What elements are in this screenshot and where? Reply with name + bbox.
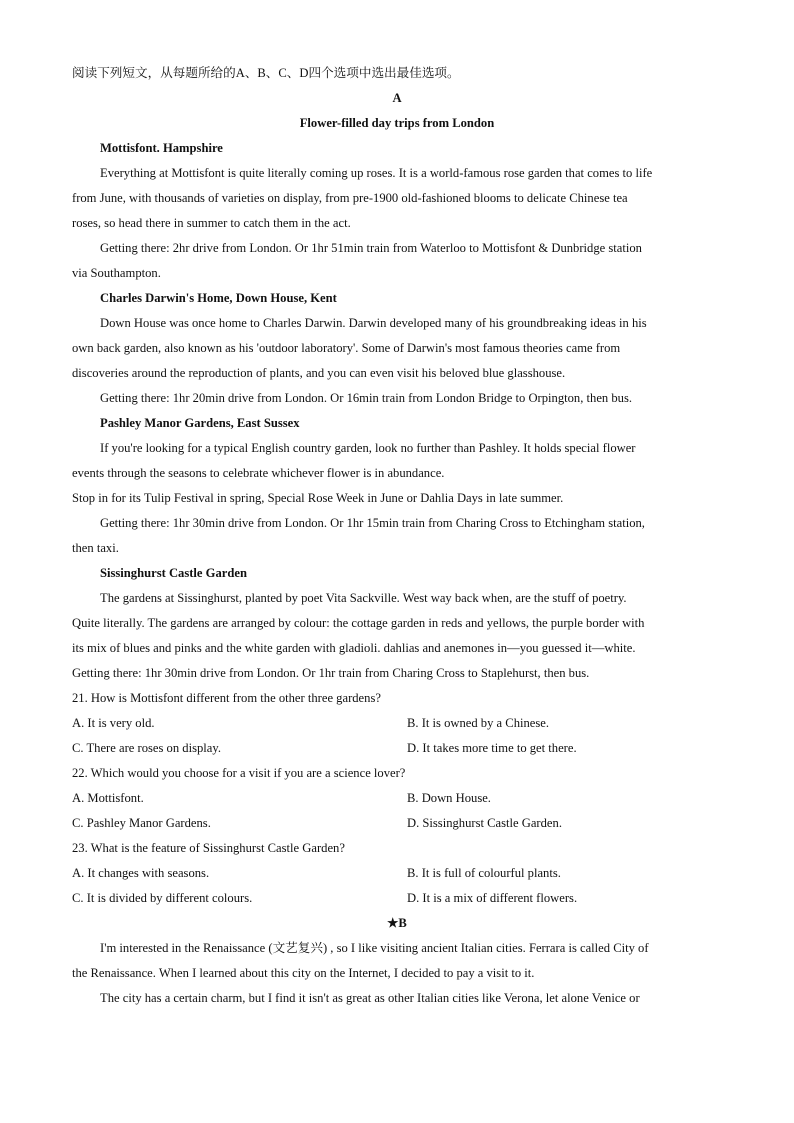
text-line: roses, so head there in summer to catch them in the act. bbox=[72, 216, 351, 230]
option-23-b[interactable]: B. It is full of colourful plants. bbox=[407, 866, 561, 880]
option-21-c[interactable]: C. There are roses on display. bbox=[72, 741, 221, 755]
text-line: Everything at Mottisfont is quite literally coming up roses. It is a world-famous rose garden that comes to life bbox=[100, 166, 653, 180]
heading-pashley: Pashley Manor Gardens, East Sussex bbox=[100, 416, 300, 430]
text-line: the Renaissance. When I learned about this city on the Internet, I decided to pay a visit to it. bbox=[72, 966, 535, 980]
question-21: 21. How is Mottisfont different from the other three gardens? bbox=[72, 691, 381, 705]
question-23: 23. What is the feature of Sissinghurst Castle Garden? bbox=[72, 841, 345, 855]
text-line: its mix of blues and pinks and the white garden with gladioli. dahlias and anemones in—you guessed it—white. bbox=[72, 641, 636, 655]
text-line: If you're looking for a typical English country garden, look no further than Pashley. It holds special flower bbox=[100, 441, 636, 455]
heading-sissinghurst: Sissinghurst Castle Garden bbox=[100, 566, 247, 580]
option-22-b[interactable]: B. Down House. bbox=[407, 791, 491, 805]
text-line: discoveries around the reproduction of plants, and you can even visit his beloved blue glasshouse. bbox=[72, 366, 566, 380]
option-23-d[interactable]: D. It is a mix of different flowers. bbox=[407, 891, 578, 905]
option-21-b[interactable]: B. It is owned by a Chinese. bbox=[407, 716, 550, 730]
text-line: Quite literally. The gardens are arranged by colour: the cottage garden in reds and yellows, the purple border with bbox=[72, 616, 645, 630]
getting-there-line: Getting there: 1hr 20min drive from London. Or 16min train from London Bridge to Orpington, then bus. bbox=[100, 391, 632, 405]
passage-label-b: ★B bbox=[387, 916, 407, 930]
getting-there-line: via Southampton. bbox=[72, 266, 161, 280]
option-23-a[interactable]: A. It changes with seasons. bbox=[72, 866, 210, 880]
text-line: The gardens at Sissinghurst, planted by poet Vita Sackville. West way back when, are the stuff of poetry. bbox=[100, 591, 627, 605]
option-21-a[interactable]: A. It is very old. bbox=[72, 716, 155, 730]
getting-there-line: Getting there: 1hr 30min drive from London. Or 1hr train from Charing Cross to Staplehurst, then bus. bbox=[72, 666, 590, 680]
passage-label-a: A bbox=[392, 91, 402, 105]
getting-there-line: then taxi. bbox=[72, 541, 119, 555]
text-line: The city has a certain charm, but I find it isn't as great as other Italian cities like Verona, let alone Venice or bbox=[100, 991, 640, 1005]
getting-there-line: Getting there: 1hr 30min drive from London. Or 1hr 15min train from Charing Cross to Etchingham station, bbox=[100, 516, 645, 530]
option-22-d[interactable]: D. Sissinghurst Castle Garden. bbox=[407, 816, 562, 830]
getting-there-line: Getting there: 2hr drive from London. Or 1hr 51min train from Waterloo to Mottisfont & Dunbridge station bbox=[100, 241, 642, 255]
text-line: own back garden, also known as his 'outdoor laboratory'. Some of Darwin's most famous theories came from bbox=[72, 341, 621, 355]
text-line: from June, with thousands of varieties on display, from pre-1900 old-fashioned blooms to delicate Chinese tea bbox=[72, 191, 628, 205]
option-22-c[interactable]: C. Pashley Manor Gardens. bbox=[72, 816, 211, 830]
text-line: events through the seasons to celebrate whichever flower is in abundance. bbox=[72, 466, 445, 480]
question-22: 22. Which would you choose for a visit if you are a science lover? bbox=[72, 766, 406, 780]
heading-mottisfont: Mottisfont. Hampshire bbox=[100, 141, 223, 155]
option-23-c[interactable]: C. It is divided by different colours. bbox=[72, 891, 253, 905]
option-22-a[interactable]: A. Mottisfont. bbox=[72, 791, 144, 805]
text-line: I'm interested in the Renaissance (文艺复兴) , so I like visiting ancient Italian cities. Ferrara is called City of bbox=[100, 941, 649, 955]
text-line: Down House was once home to Charles Darwin. Darwin developed many of his groundbreaking ideas in his bbox=[100, 316, 647, 330]
text-line: Stop in for its Tulip Festival in spring, Special Rose Week in June or Dahlia Days in late summer. bbox=[72, 491, 564, 505]
instruction: 阅读下列短文，从每题所给的A、B、C、D四个选项中选出最佳选项。 bbox=[72, 66, 460, 80]
heading-darwin: Charles Darwin's Home, Down House, Kent bbox=[100, 291, 337, 305]
option-21-d[interactable]: D. It takes more time to get there. bbox=[407, 741, 577, 755]
passage-title: Flower-filled day trips from London bbox=[299, 116, 495, 130]
